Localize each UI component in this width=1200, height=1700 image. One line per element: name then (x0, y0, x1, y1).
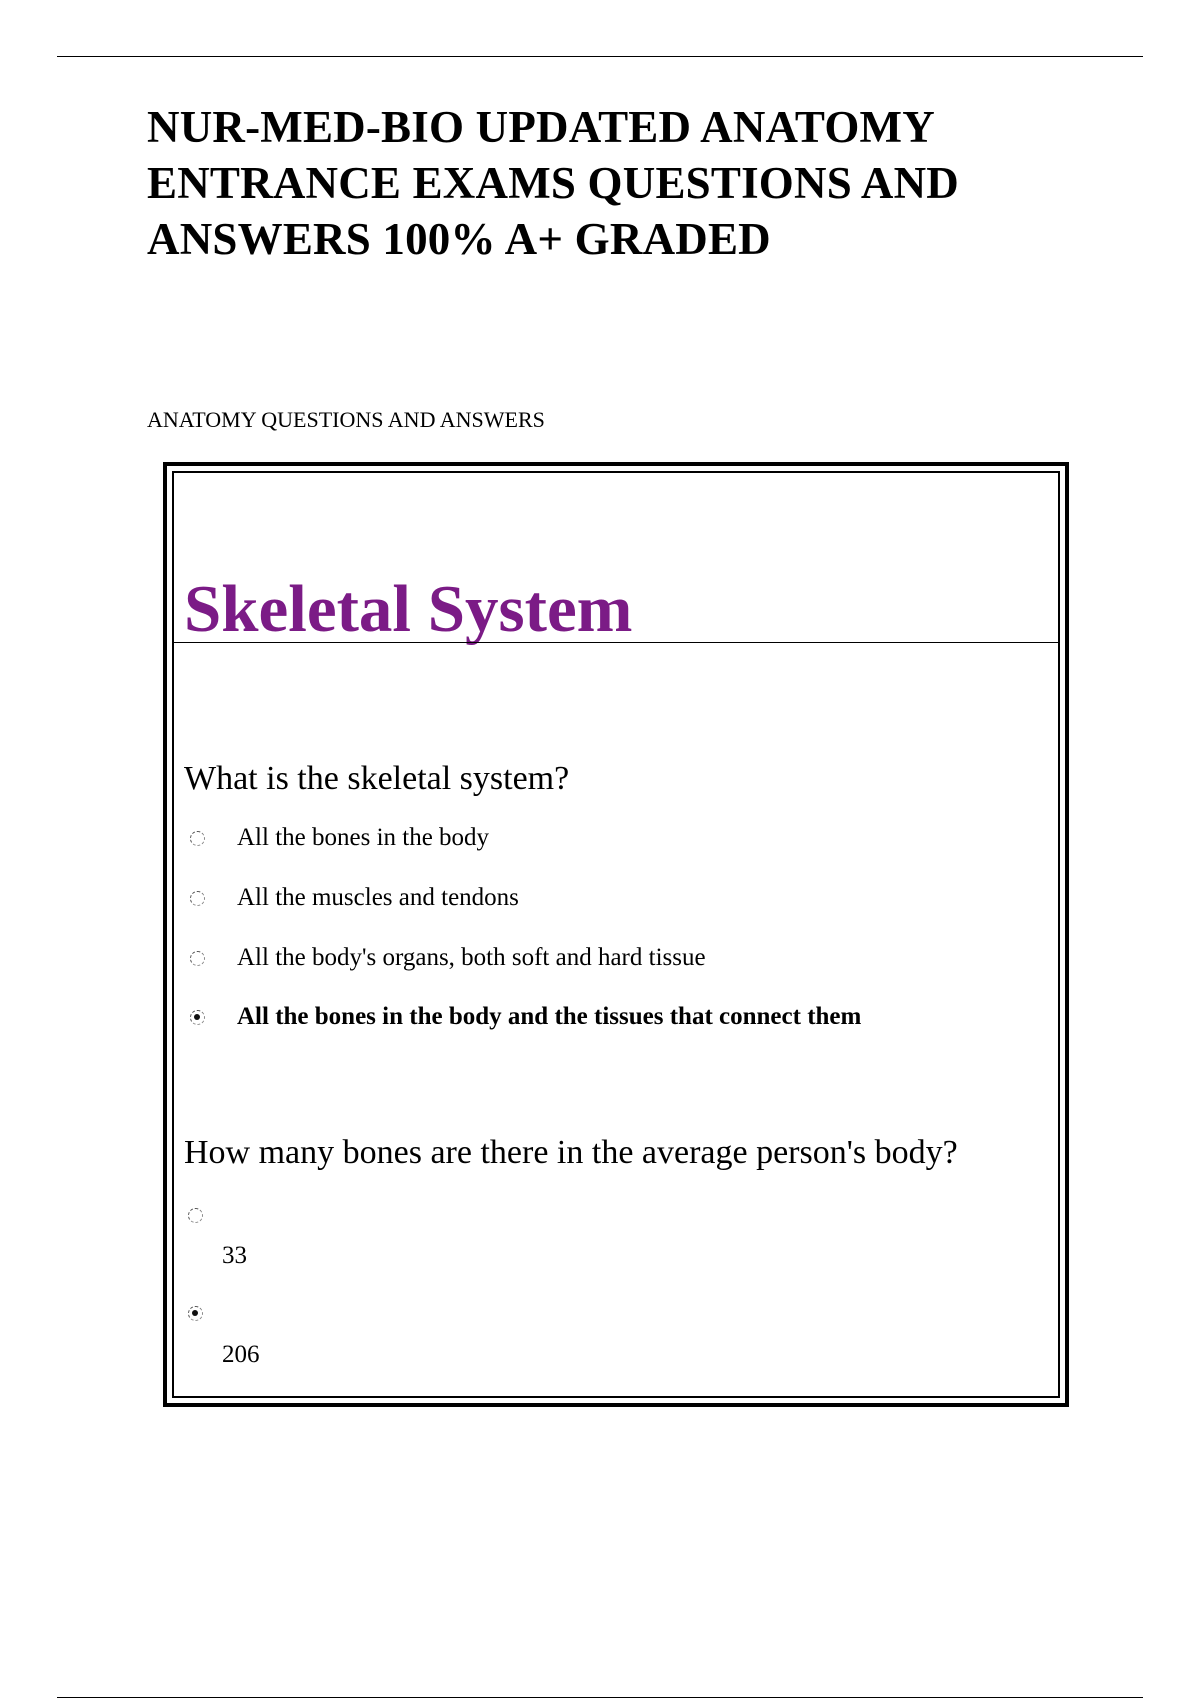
question-2-option-2-label: 206 (222, 1341, 260, 1368)
option-label-correct: All the bones in the body and the tissues that connect them (237, 1003, 862, 1030)
radio-unselected-icon[interactable] (190, 951, 205, 966)
radio-selected-icon[interactable] (188, 1306, 203, 1321)
question-2-option-1-label: 33 (222, 1242, 247, 1269)
quiz-panel-inner (172, 471, 1060, 1398)
top-rule (57, 56, 1143, 57)
question-1-option-1[interactable] (190, 823, 489, 853)
document-title: NUR-MED-BIO UPDATED ANATOMY ENTRANCE EXAMS QUESTIONS AND ANSWERS 100% A+ GRADED (147, 102, 959, 264)
quiz-panel (163, 462, 1069, 1407)
question-1-option-2[interactable] (190, 883, 519, 913)
section-heading: ANATOMY QUESTIONS AND ANSWERS (147, 407, 545, 432)
option-label: All the bones in the body (237, 824, 490, 851)
question-1-option-4[interactable] (190, 1002, 861, 1032)
option-label: All the body's organs, both soft and hard tissue (237, 944, 706, 971)
quiz-title: Skeletal System (184, 572, 633, 646)
radio-unselected-icon[interactable] (190, 831, 205, 846)
radio-unselected-icon[interactable] (190, 891, 205, 906)
option-label: All the muscles and tendons (237, 884, 519, 911)
radio-unselected-icon[interactable] (188, 1208, 203, 1223)
question-2-text: How many bones are there in the average person's body? (184, 1134, 958, 1171)
bottom-rule (57, 1697, 1143, 1698)
radio-selected-icon[interactable] (190, 1010, 205, 1025)
question-1-text: What is the skeletal system? (184, 760, 570, 797)
question-1-option-3[interactable] (190, 943, 706, 973)
title-divider (174, 642, 1058, 643)
